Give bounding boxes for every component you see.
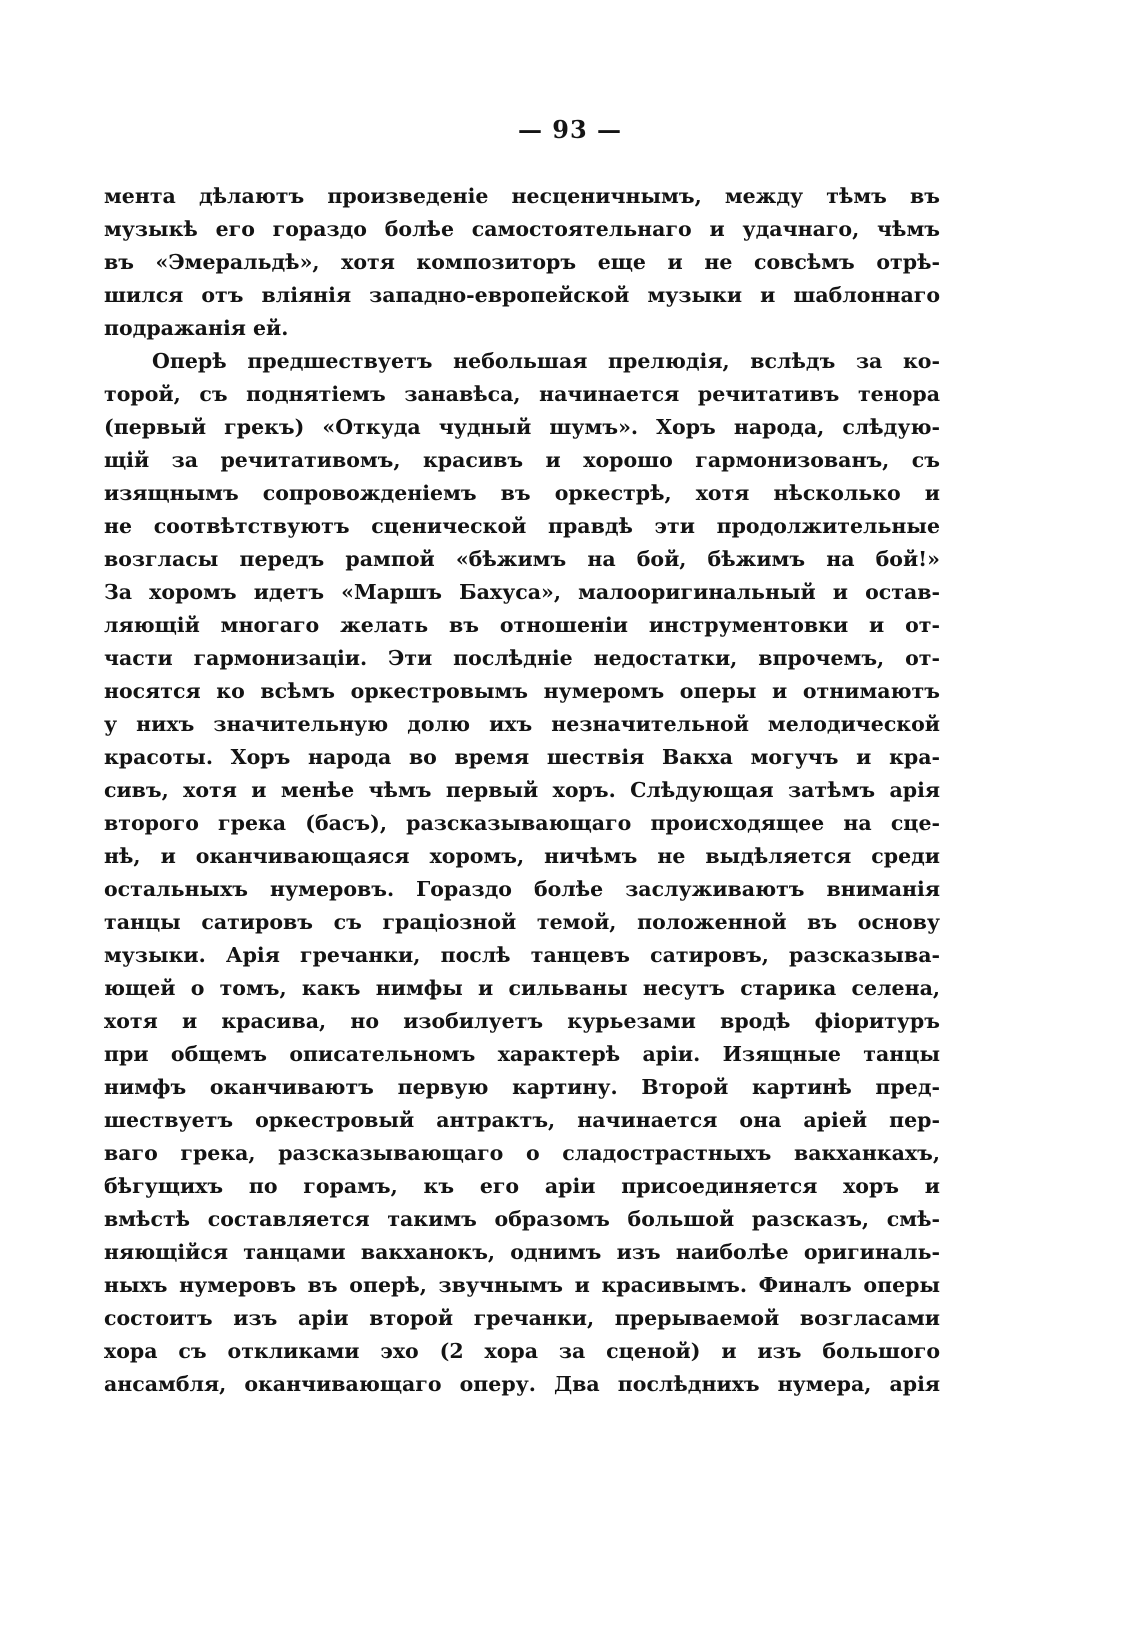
text-line: щій за речитативомъ, красивъ и хорошо гармонизованъ, съ (104, 448, 940, 472)
text-line: музыкѣ его гораздо болѣе самостоятельнаго и удачнаго, чѣмъ (104, 217, 940, 241)
text-line: шился отъ вліянія западно-европейской музыки и шаблоннаго (104, 283, 940, 307)
text-line: второго грека (басъ), разсказывающаго происходящее на сце- (104, 811, 940, 835)
text-line: шествуетъ оркестровый антрактъ, начинается она аріей пер- (104, 1108, 940, 1132)
text-line: возгласы передъ рампой «бѣжимъ на бой, бѣжимъ на бой!» (104, 547, 940, 571)
text-line: изящнымъ сопровожденіемъ въ оркестрѣ, хотя нѣсколько и (104, 481, 940, 505)
text-line: ваго грека, разсказывающаго о сладострастныхъ вакханкахъ, (104, 1141, 940, 1165)
text-line: (первый грекъ) «Откуда чудный шумъ». Хоръ народа, слѣдую- (104, 415, 940, 439)
text-line: красоты. Хоръ народа во время шествія Вакха могучъ и кра- (104, 745, 940, 769)
text-line: нѣ, и оканчивающаяся хоромъ, ничѣмъ не выдѣляется среди (104, 844, 940, 868)
text-line: За хоромъ идетъ «Маршъ Бахуса», малооригинальный и остав- (104, 580, 940, 604)
body-text (104, 180, 940, 1401)
text-line: вмѣстѣ составляется такимъ образомъ большой разсказъ, смѣ- (104, 1207, 940, 1231)
text-line: у нихъ значительную долю ихъ незначительной мелодической (104, 712, 940, 736)
text-line: носятся ко всѣмъ оркестровымъ нумеромъ оперы и отнимаютъ (104, 679, 940, 703)
text-line: подражанія ей. (104, 316, 289, 340)
text-line: сивъ, хотя и менѣе чѣмъ первый хоръ. Слѣдующая затѣмъ арія (104, 778, 940, 802)
text-line: хора съ откликами эхо (2 хора за сценой) и изъ большого (104, 1339, 940, 1363)
text-line: мента дѣлаютъ произведеніе несценичнымъ, между тѣмъ въ (104, 184, 940, 208)
text-line: торой, съ поднятіемъ занавѣса, начинается речитативъ тенора (104, 382, 940, 406)
text-line: не соотвѣтствуютъ сценической правдѣ эти продолжительные (104, 514, 940, 538)
text-line: ющей о томъ, какъ нимфы и сильваны несутъ старика селена, (104, 976, 940, 1000)
text-line: ансамбля, оканчивающаго оперу. Два послѣднихъ нумера, арія (104, 1372, 940, 1396)
text-line: нимфъ оканчиваютъ первую картину. Второй картинѣ пред- (104, 1075, 940, 1099)
text-line: въ «Эмеральдѣ», хотя композиторъ еще и не совсѣмъ отрѣ- (104, 250, 940, 274)
text-line: няющійся танцами вакханокъ, однимъ изъ наиболѣе оригиналь- (104, 1240, 940, 1264)
text-line: части гармонизаціи. Эти послѣдніе недостатки, впрочемъ, от- (104, 646, 940, 670)
page-number: — 93 — (517, 115, 623, 144)
text-line: при общемъ описательномъ характерѣ аріи. Изящные танцы (104, 1042, 940, 1066)
text-line: бѣгущихъ по горамъ, къ его аріи присоединяется хоръ и (104, 1174, 940, 1198)
paragraph-first-line: Оперѣ предшествуетъ небольшая прелюдія, вслѣдъ за ко- (152, 349, 940, 373)
text-line: ныхъ нумеровъ въ оперѣ, звучнымъ и красивымъ. Финалъ оперы (104, 1273, 940, 1297)
text-line: танцы сатировъ съ граціозной темой, положенной въ основу (104, 910, 940, 934)
text-line: состоитъ изъ аріи второй гречанки, прерываемой возгласами (104, 1306, 940, 1330)
text-line: хотя и красива, но изобилуетъ курьезами вродѣ фіоритуръ (104, 1009, 940, 1033)
text-line: ляющій многаго желать въ отношеніи инструментовки и от- (104, 613, 940, 637)
text-line: остальныхъ нумеровъ. Гораздо болѣе заслуживаютъ вниманія (104, 877, 940, 901)
text-line: музыки. Арія гречанки, послѣ танцевъ сатировъ, разсказыва- (104, 943, 940, 967)
